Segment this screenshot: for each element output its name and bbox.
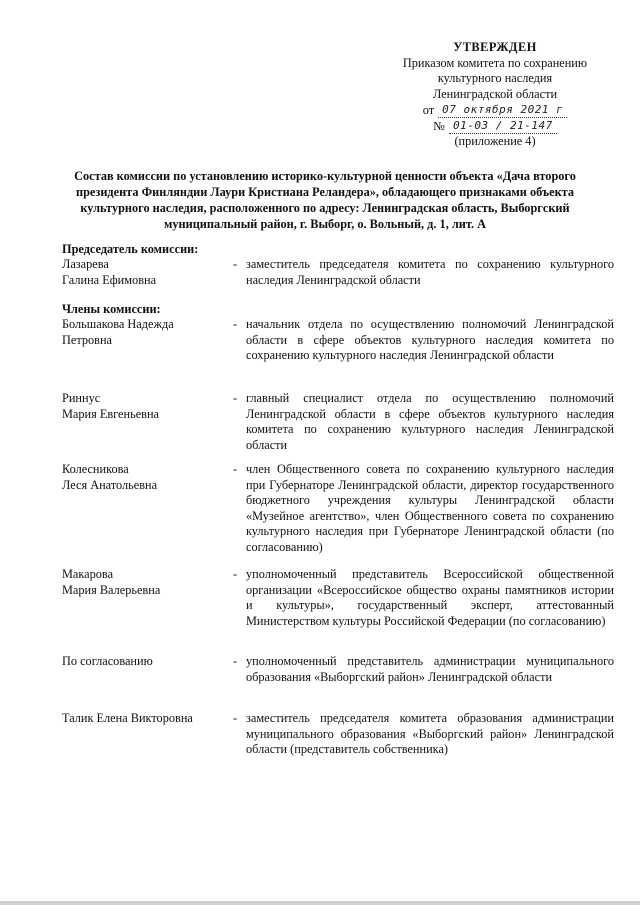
dash-separator: -: [232, 391, 238, 405]
member-name-line-1: Большакова Надежда: [62, 317, 174, 331]
scan-bottom-edge: [0, 901, 640, 905]
title-line-2: президента Финляндии Лаури Кристиана Реландера», обладающего признаками объекта: [76, 185, 574, 199]
member-description: заместитель председателя комитета образования администрации муниципального образования «Выборгский район» Ленинградской области (представитель собственника): [246, 711, 614, 756]
members-heading: Члены комиссии:: [62, 302, 161, 316]
member-description: уполномоченный представитель Всероссийской общественной организации «Всероссийское общество охраны памятников истории и культуры», государственный эксперт, аттестованный Министерством культуры Российской Федерации (по согласованию): [246, 567, 614, 628]
member-row: [62, 391, 614, 453]
dash-separator: -: [232, 567, 238, 581]
member-row: [62, 567, 614, 629]
member-name-line-2: Петровна: [62, 332, 113, 347]
member-name-line-2: Мария Валерьевна: [62, 582, 161, 597]
member-description: член Общественного совета по сохранению культурного наследия при Губернаторе Ленинградской области, директор государственного бюджетного учреждения культуры Ленинградской области «Музейное агентство», член Общественного совета по сохранению культурного наследия при Губернаторе Ленинградской области (по согласованию): [246, 462, 614, 554]
member-name: [62, 317, 224, 364]
member-name: [62, 391, 224, 453]
handwritten-number: 01-03 / 21-147: [449, 118, 557, 135]
dash-separator: -: [232, 711, 238, 725]
document-title: [60, 168, 590, 232]
approval-title: УТВЕРЖДЕН: [453, 40, 537, 54]
approval-line-2: культурного наследия: [437, 71, 553, 85]
member-name-line-1: По согласованию: [62, 654, 153, 668]
handwritten-date: 07 октября 2021 г: [438, 102, 567, 119]
member-name: [62, 257, 224, 288]
member-name: [62, 567, 224, 629]
dash-separator: -: [232, 257, 238, 271]
approval-date-row: [380, 102, 610, 118]
member-name-line-1: Талик Елена Викторовна: [62, 711, 193, 725]
member-name-line-1: Макарова: [62, 567, 114, 581]
approval-line-1: Приказом комитета по сохранению: [402, 55, 588, 70]
approval-line-3: Ленинградской области: [432, 86, 558, 101]
chair-heading: Председатель комиссии:: [62, 242, 199, 256]
member-description: главный специалист отдела по осуществлению полномочий Ленинградской области в сфере объектов культурного наследия комитета по сохранению культурного наследия Ленинградской области: [246, 391, 614, 452]
dash-separator: -: [232, 654, 238, 668]
member-name-line-1: Риннус: [62, 391, 101, 405]
title-line-1: Состав комиссии по установлению историко-культурной ценности объекта «Дача второго: [74, 169, 576, 183]
member-row: [62, 654, 614, 685]
appendix-label: (приложение 4): [454, 134, 536, 148]
number-prefix: №: [433, 118, 445, 133]
member-description: уполномоченный представитель администрации муниципального образования «Выборгский район» Ленинградской области: [246, 654, 614, 684]
member-description: заместитель председателя комитета по сохранению культурного наследия Ленинградской области: [246, 257, 614, 287]
member-row: [62, 462, 614, 555]
member-name-line-2: Леся Анатольевна: [62, 477, 158, 492]
member-row: [62, 257, 614, 288]
member-name: [62, 462, 224, 555]
approval-stamp: [380, 40, 610, 150]
dash-separator: -: [232, 317, 238, 331]
member-name-line-1: Колесникова: [62, 462, 129, 476]
member-name: [62, 654, 224, 685]
member-name: [62, 711, 224, 758]
member-row: [62, 711, 614, 758]
title-line-4: муниципальный район, г. Выборг, о. Вольный, д. 1, лит. А: [164, 217, 486, 231]
member-name-line-2: Галина Ефимовна: [62, 272, 157, 287]
title-line-3: культурного наследия, расположенного по адресу: Ленинградская область, Выборгский: [80, 201, 570, 215]
dash-separator: -: [232, 462, 238, 476]
member-description: начальник отдела по осуществлению полномочий Ленинградской области в сфере объектов культурного наследия комитета по сохранению культурного наследия Ленинградской области: [246, 317, 614, 362]
member-name-line-2: Мария Евгеньевна: [62, 406, 160, 421]
member-row: [62, 317, 614, 364]
date-prefix: от: [422, 102, 435, 117]
approval-number-row: [380, 118, 610, 134]
member-name-line-1: Лазарева: [62, 257, 109, 271]
